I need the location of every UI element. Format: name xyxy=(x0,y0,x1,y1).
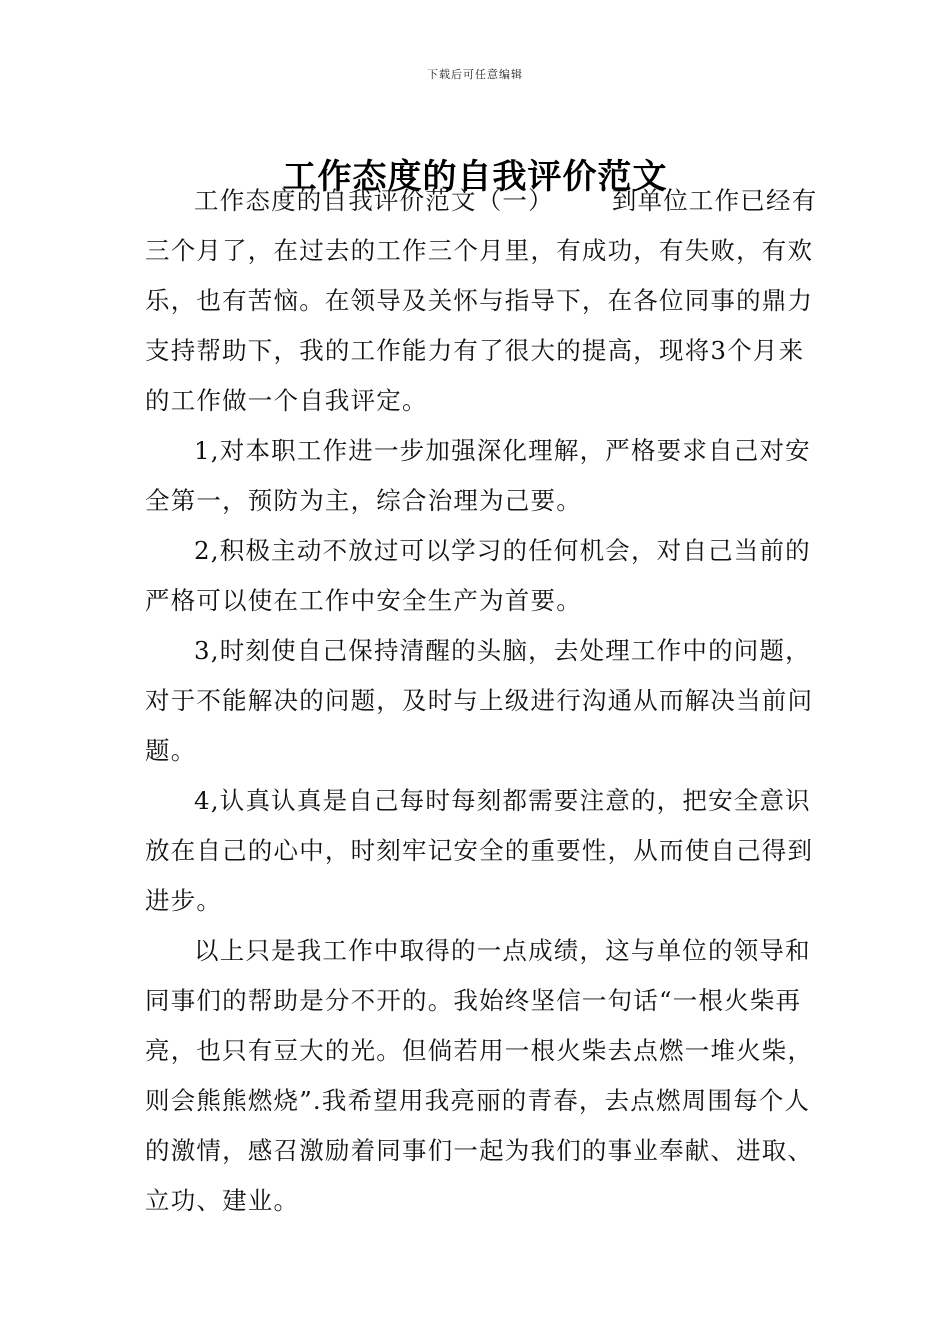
intro-heading: 工作态度的自我评价范文（一） xyxy=(194,186,554,215)
intro-body: 到单位工作已经有三个月了，在过去的工作三个月里，有成功，有失败，有欢乐，也有苦恼。在领导及关怀与指导下，在各位同事的鼎力支持帮助下，我的工作能力有了很大的提高，现将3个月来的工作做一个自我评定。 xyxy=(145,186,818,415)
document-title: 工作态度的自我评价范文 xyxy=(282,156,668,197)
header-note: 下载后可任意编辑 xyxy=(427,68,523,81)
intro-paragraph xyxy=(145,176,821,426)
document-body xyxy=(145,176,821,1226)
closing-paragraph: 以上只是我工作中取得的一点成绩，这与单位的领导和同事们的帮助是分不开的。我始终坚信一句话“一根火柴再亮，也只有豆大的光。但倘若用一根火柴去点燃一堆火柴，则会熊熊燃烧”.我希望用我亮丽的青春，去点燃周围每个人的激情，感召激励着同事们一起为我们的事业奉献、进取、立功、建业。 xyxy=(145,936,814,1215)
item-4-paragraph: 4,认真认真是自己每时每刻都需要注意的，把安全意识放在自己的心中，时刻牢记安全的重要性，从而使自己得到进步。 xyxy=(145,786,814,915)
item-1-paragraph: 1,对本职工作进一步加强深化理解，严格要求自己对安全第一，预防为主，综合治理为己要。 xyxy=(145,436,811,515)
item-2-paragraph: 2,积极主动不放过可以学习的任何机会，对自己当前的严格可以使在工作中安全生产为首要。 xyxy=(145,536,811,615)
item-3-paragraph: 3,时刻使自己保持清醒的头脑，去处理工作中的问题，对于不能解决的问题，及时与上级进行沟通从而解决当前问题。 xyxy=(145,636,814,765)
